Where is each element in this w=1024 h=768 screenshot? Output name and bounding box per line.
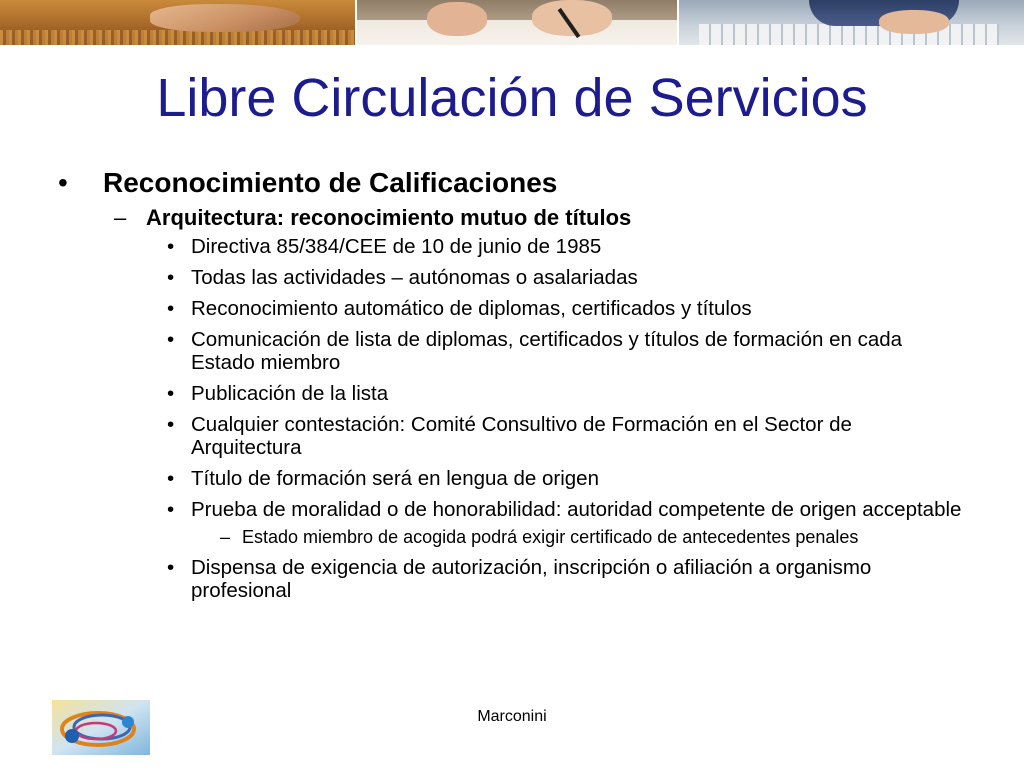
bullet-text: Arquitectura: reconocimiento mutuo de títulos [146, 205, 632, 230]
bullet-marker: • [167, 382, 175, 405]
list-item-text: Estado miembro de acogida podrá exigir certificado de antecedentes penales [242, 527, 859, 547]
list-item [167, 413, 964, 459]
footer-author: Marconini [477, 708, 547, 725]
bullet-text: Reconocimiento de Calificaciones [103, 167, 558, 198]
list-item-text: Reconocimiento automático de diplomas, certificados y títulos [191, 297, 752, 320]
list-item-text: Todas las actividades – autónomas o asalariadas [191, 266, 638, 289]
list-item [167, 556, 964, 602]
bullet-level2 [114, 203, 1024, 233]
list-item-text: Comunicación de lista de diplomas, certificados y títulos de formación en cada Estado miembro [191, 328, 903, 374]
sub-list-item [220, 527, 954, 548]
list-item [167, 328, 964, 374]
list-item [167, 297, 964, 320]
bullet-marker: • [167, 235, 175, 258]
writing-photo [355, 0, 678, 45]
list-item-text: Cualquier contestación: Comité Consultivo de Formación en el Sector de Arquitectura [191, 413, 852, 459]
list-item-text: Directiva 85/384/CEE de 10 de junio de 1985 [191, 235, 602, 258]
header-photo-strip [0, 0, 1024, 45]
list-item-text: Título de formación será en lengua de origen [191, 467, 599, 490]
bullet-marker: • [167, 467, 175, 490]
slide-title: Libre Circulación de Servicios [156, 68, 868, 128]
list-item-text: Dispensa de exigencia de autorización, inscripción o afiliación a organismo profesional [191, 556, 872, 602]
bullet-level1 [58, 165, 1024, 201]
list-item [167, 467, 964, 490]
list-item [167, 235, 964, 258]
bullet-marker: • [167, 297, 175, 320]
list-item [167, 498, 964, 521]
list-item [167, 266, 964, 289]
list-item [167, 382, 964, 405]
slide-content [0, 165, 1024, 610]
bullet-marker: • [167, 328, 175, 351]
keyboard-photo [677, 0, 1024, 45]
list-item-text: Prueba de moralidad o de honorabilidad: autoridad competente de origen acceptable [191, 498, 962, 521]
bullet-marker: • [58, 167, 68, 198]
dash-marker: – [220, 527, 231, 547]
bullet-marker: • [167, 498, 175, 521]
list-item-text: Publicación de la lista [191, 382, 389, 405]
dash-marker: – [114, 205, 127, 230]
bullet-marker: • [167, 413, 175, 436]
bullet-marker: • [167, 556, 175, 579]
bullet-list [0, 235, 1024, 602]
grain-photo [0, 0, 355, 45]
bullet-marker: • [167, 266, 175, 289]
